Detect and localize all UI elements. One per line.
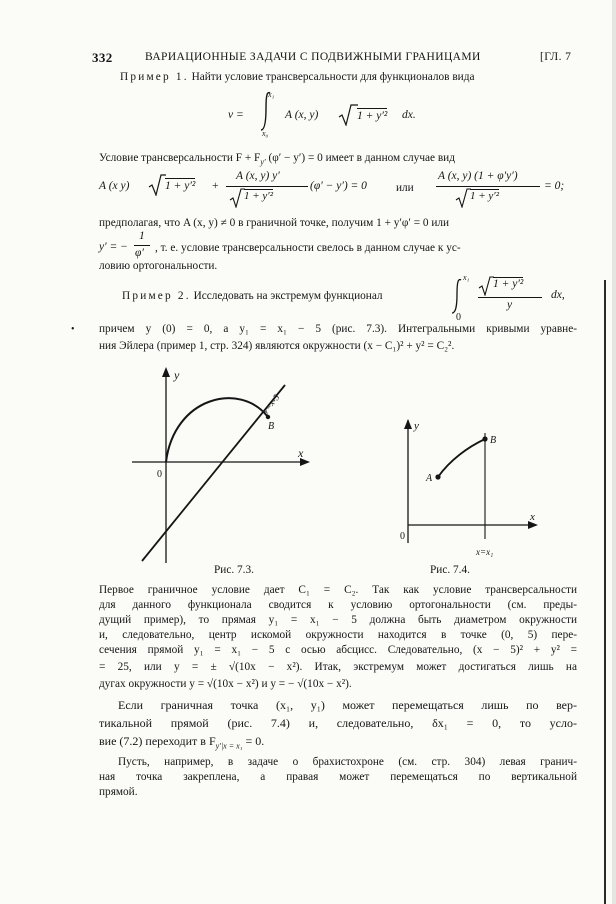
eq-frac1-num: A (x, y) y′ — [236, 170, 280, 182]
example1-line2-den: φ′ — [135, 247, 144, 259]
fig73-line-label: y=x-5 — [259, 392, 282, 416]
example2-heading — [122, 289, 383, 304]
fig74-point-b — [482, 436, 487, 441]
example1-line2-lhs: y′ = − — [99, 241, 128, 253]
fig73-origin-label: 0 — [157, 469, 162, 480]
para1-line1: для данного функционала сводится к условию ортогональности (см. преды- — [99, 599, 577, 611]
para2-line2-sub: y′ — [215, 741, 221, 751]
para1-line4: сечения прямой y₁ = x₁ − 5 с осью абсцисс. Следовательно, (x − 5)² + y² = — [99, 644, 577, 656]
chapter-marker: [ГЛ. 7 — [540, 51, 572, 63]
running-title: ВАРИАЦИОННЫЕ ЗАДАЧИ С ПОДВИЖНЫМИ ГРАНИЦАМИ — [145, 51, 481, 63]
fig74-x-label: x — [530, 511, 535, 523]
para1-line5: = 25, или y = ± √(10x − x²). Итак, экстремум может достигаться лишь на — [99, 661, 577, 673]
example1-line2-num: 1 — [139, 230, 145, 242]
eq-tail1: (φ′ − y′) = 0 — [310, 180, 367, 192]
example1-line1: предполагая, что A (x, y) ≠ 0 в граничной точке, получим 1 + y′φ′ = 0 или — [99, 217, 450, 229]
para2-line2-end: = 0. — [242, 734, 265, 748]
para2-line2-eval: |x = x₁ — [220, 741, 243, 751]
para1-line6: дугах окружности y = √(10x − x²) и y = − √(10x − x²). — [99, 678, 352, 690]
eq-sqrt-sign — [148, 174, 166, 196]
example1-line3: ловию ортогональности. — [99, 260, 218, 272]
eq-tail2: = 0; — [544, 180, 565, 192]
eq-frac1-bar — [226, 186, 308, 187]
fig74-origin-label: 0 — [400, 531, 405, 542]
fig74-point-b-label: B — [490, 435, 497, 446]
fig74-point-a-label: A — [426, 473, 433, 484]
para1-line3: и, следовательно, центр искомой окружности находится в точке (0, 5) пере- — [99, 629, 577, 641]
eq-or: или — [396, 182, 414, 194]
example2-frac-num: 1 + y′² — [493, 278, 524, 290]
eq-frac2-den: 1 + y′² — [470, 190, 500, 202]
example1-label: Пример 1. — [120, 71, 189, 83]
para2-line2-text: вие (7.2) переходит в F — [99, 734, 216, 748]
example2-frac-bar — [478, 297, 542, 298]
example1-line2-bar — [134, 245, 150, 246]
fig73-point-b-label: B — [268, 421, 275, 432]
fig73-y-label: y — [174, 368, 180, 382]
transversality-condition — [99, 151, 455, 169]
integral-lower-limit: x₀ — [262, 129, 269, 138]
example1-text: Найти условие трансверсальности для функционалов вида — [191, 71, 475, 83]
fig74-caption: Рис. 7.4. — [430, 564, 470, 576]
page-edge-line — [604, 280, 606, 904]
eq-frac1-den: 1 + y′² — [244, 190, 274, 202]
fig74-curve-ab — [438, 439, 485, 477]
para3-line1: ная точка закреплена, а правая может перемещаться по вертикальной — [99, 771, 577, 783]
example2-line1: причем y (0) = 0, а y₁ = x₁ − 5 (рис. 7.3). Интегральными кривыми уравне- — [99, 323, 577, 335]
cond-sub: y′ — [260, 157, 266, 167]
figure-7-4 — [398, 415, 543, 560]
example2-label: Пример 2. — [122, 290, 191, 302]
example2-sqrt — [478, 276, 494, 296]
page-number: 332 — [92, 50, 113, 65]
integral-upper-limit: x₁ — [268, 90, 275, 99]
fig73-semicircle-arc — [166, 398, 268, 462]
para3-line0: Пусть, например, в задаче о брахистохроне (см. стр. 304) левая гранич- — [118, 756, 577, 768]
fig74-y-arrow — [404, 419, 412, 429]
cond-intro: Условие трансверсальности F + F — [99, 152, 261, 164]
integrand-root: 1 + y′² — [357, 110, 388, 122]
para1-line2: дущий пример), то прямая y₁ = x₁ − 5 должна быть диаметром окружности — [99, 614, 577, 626]
fig74-y-label: y — [414, 420, 419, 432]
fig73-x-label: x — [298, 446, 304, 460]
integrand-function: A (x, y) — [285, 109, 319, 121]
formula-v-lhs: v = — [228, 109, 244, 121]
margin-dot: • — [71, 324, 75, 335]
integrand-dx: dx. — [402, 109, 416, 121]
para3-line2: прямой. — [99, 786, 138, 798]
example2-dx: dx, — [551, 289, 565, 301]
fig74-point-a — [435, 474, 440, 479]
example2-frac-den: y — [507, 299, 513, 311]
figure-7-3 — [130, 365, 320, 570]
fig73-caption: Рис. 7.3. — [214, 564, 254, 576]
sqrt-sign — [338, 104, 358, 126]
para2-line1: тикальной прямой (рис. 7.4) и, следовательно, δx₁ = 0, то усло- — [99, 716, 577, 730]
example2-int-lower: 0 — [456, 312, 461, 323]
eq-frac2-num: A (x, y) (1 + φ′y′) — [438, 170, 518, 182]
para1-line0: Первое граничное условие дает C₁ = C₂. Так как условие трансверсальности — [99, 584, 577, 596]
fig73-y-arrow — [162, 367, 170, 377]
eq-a-root: 1 + y′² — [165, 180, 196, 192]
page-edge-shadow — [612, 0, 616, 904]
eq-plus: + — [212, 180, 219, 192]
eq-frac2-bar — [436, 186, 540, 187]
example1-line2-rest: , т. е. условие трансверсальности свелось в данном случае к ус- — [155, 242, 461, 254]
eq-frac1-sqrt — [229, 188, 245, 208]
para2-line2 — [99, 734, 264, 750]
example2-int-upper: x₁ — [463, 273, 470, 282]
cond-rest: (φ′ − y′) = 0 имеет в данном случае вид — [268, 152, 455, 164]
eq-frac2-sqrt — [455, 188, 471, 208]
fig74-vline-label: x=x₁ — [476, 547, 494, 557]
para2-line0: Если граничная точка (x₁, y₁) может перемещаться лишь по вер- — [118, 698, 577, 712]
example2-line2: ния Эйлера (пример 1, стр. 324) являются окружности (x − C₁)² + y² = C₂². — [99, 340, 455, 352]
eq-a-term: A (x y) — [99, 180, 130, 192]
example1-heading — [120, 70, 474, 85]
example2-text: Исследовать на экстремум функционал — [193, 290, 383, 302]
